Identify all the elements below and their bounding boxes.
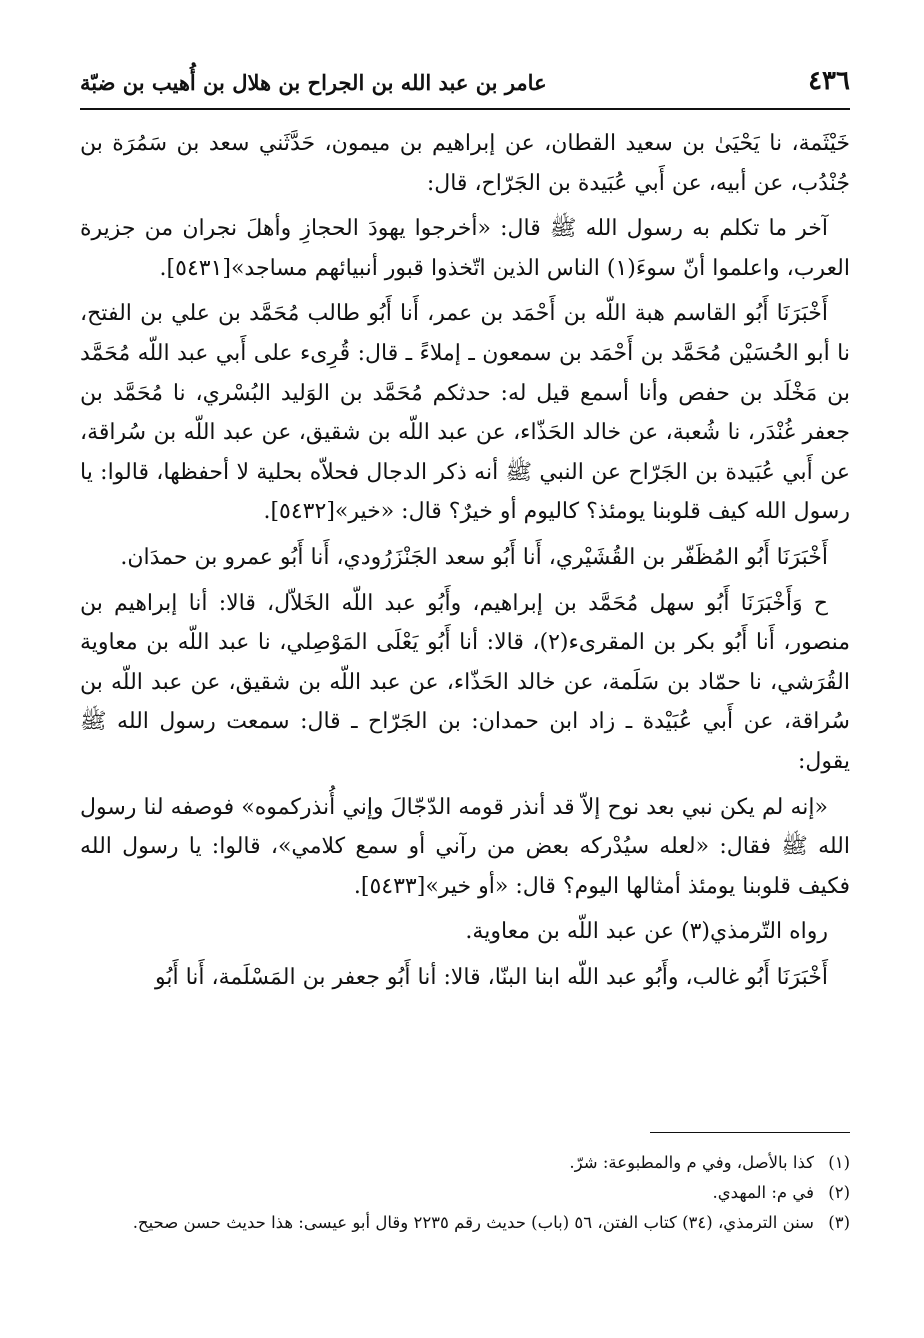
paragraph-2: آخر ما تكلم به رسول الله ﷺ قال: «أخرجوا يهودَ الحجازِ وأهلَ نجران من جزيرة العرب، واعلموا أنّ سوءَ(١) الناس الذين اتّخذوا قبور أنبيائهم مساجد»[٥٤٣١]. — [80, 216, 850, 281]
footnote-rule — [650, 1132, 850, 1133]
footnote-number: (٣) — [828, 1213, 850, 1232]
page-number: ٤٣٦ — [808, 66, 850, 96]
running-title: عامر بن عبد الله بن الجراح بن هلال بن أُهيب بن ضبّة — [80, 70, 547, 95]
paragraph-8: أَخْبَرَنَا أَبُو غالب، وأَبُو عبد اللّه ابنا البنّا، قالا: أنا أَبُو جعفر بن المَسْلَمة، أَنا أَبُو — [155, 964, 828, 990]
header-rule — [80, 108, 850, 110]
paragraph-3: أَخْبَرَنَا أَبُو القاسم هبة اللّه بن أَحْمَد بن عمر، أَنا أَبُو طالب مُحَمَّد بن علي بن الفتح، نا أبو الحُسَيْن مُحَمَّد بن أَحْمَد بن سمعون ـ إملاءً ـ قال: قُرِىء على أَبي عبد اللّه مُحَمَّد بن مَخْلَد بن حفص وأنا أسمع قيل له: حدثكم مُحَمَّد بن الوَليد البُسْري، نا مُحَمَّد بن جعفر غُنْدَر، نا شُعبة، عن خالد الحَذّاء، عن عبد اللّه بن شقيق، عن عبد اللّه بن سُراقة، عن أَبي عُبَيدة بن الجَرّاح عن النبي ﷺ أنه ذكر الدجال فحلاّه بحلية لا أحفظها، قالوا: يا رسول الله كيف قلوبنا يومئذ؟ كاليوم أو خيرٌ؟ قال: «خير»[٥٤٣٢]. — [80, 301, 850, 525]
footnote-item — [80, 1148, 850, 1178]
paragraph-1: خَيْثَمة، نا يَحْيَىٰ بن سعيد القطان، عن إبراهيم بن ميمون، حَدَّثَني سعد بن سَمُرَة بن جُنْدُب، عن أبيه، عن أَبي عُبَيدة بن الجَرّاح، قال: — [80, 131, 850, 196]
paragraph-7: رواه التّرمذي(٣) عن عبد اللّه بن معاوية. — [465, 919, 828, 945]
paragraph-6: «إنه لم يكن نبي بعد نوح إلاّ قد أنذر قومه الدّجّالَ وإني أُنذركموه» فوصفه لنا رسول الله ﷺ فقال: «لعله سيُدْركه بعض من رآني أو سمع كلامي»، قالوا: يا رسول الله فكيف قلوبنا يومئذ أمثالها اليوم؟ قال: «أو خير»[٥٤٣٣]. — [80, 794, 850, 899]
footnote-number: (٢) — [828, 1183, 850, 1202]
main-text — [80, 124, 850, 1003]
footnotes — [80, 1148, 850, 1238]
footnote-item — [80, 1178, 850, 1208]
footnote-text: كذا بالأصل، وفي م والمطبوعة: شرّ. — [569, 1153, 814, 1172]
footnote-text: في م: المهدي. — [712, 1183, 814, 1202]
page-header — [80, 66, 850, 106]
paragraph-5: ح وَأَخْبَرَنَا أَبُو سهل مُحَمَّد بن إبراهيم، وأَبُو عبد اللّه الخَلاّل، قالا: أنا إبراهيم بن منصور، أَنا أَبُو بكر بن المقرىء(٢)، قالا: أنا أَبُو يَعْلَى المَوْصِلي، نا عبد اللّه بن معاوية القُرَشي، نا حمّاد بن سَلَمة، عن خالد الحَذّاء، عن عبد اللّه بن شقيق، عن عبد اللّه بن سُراقة، عن أَبي عُبَيْدة ـ زاد ابن حمدان: بن الجَرّاح ـ قال: سمعت رسول الله ﷺ يقول: — [80, 590, 850, 774]
paragraph-4: أَخْبَرَنَا أَبُو المُظَفّر بن القُشَيْري، أَنا أَبُو سعد الجَنْزَرُودي، أَنا أَبُو عمرو بن حمدَان. — [120, 544, 828, 570]
footnote-item — [80, 1208, 850, 1238]
footnote-number: (١) — [828, 1153, 850, 1172]
footnote-text: سنن الترمذي، (٣٤) كتاب الفتن، ٥٦ (باب) حديث رقم ٢٢٣٥ وقال أبو عيسى: هذا حديث حسن صحيح. — [132, 1213, 814, 1232]
